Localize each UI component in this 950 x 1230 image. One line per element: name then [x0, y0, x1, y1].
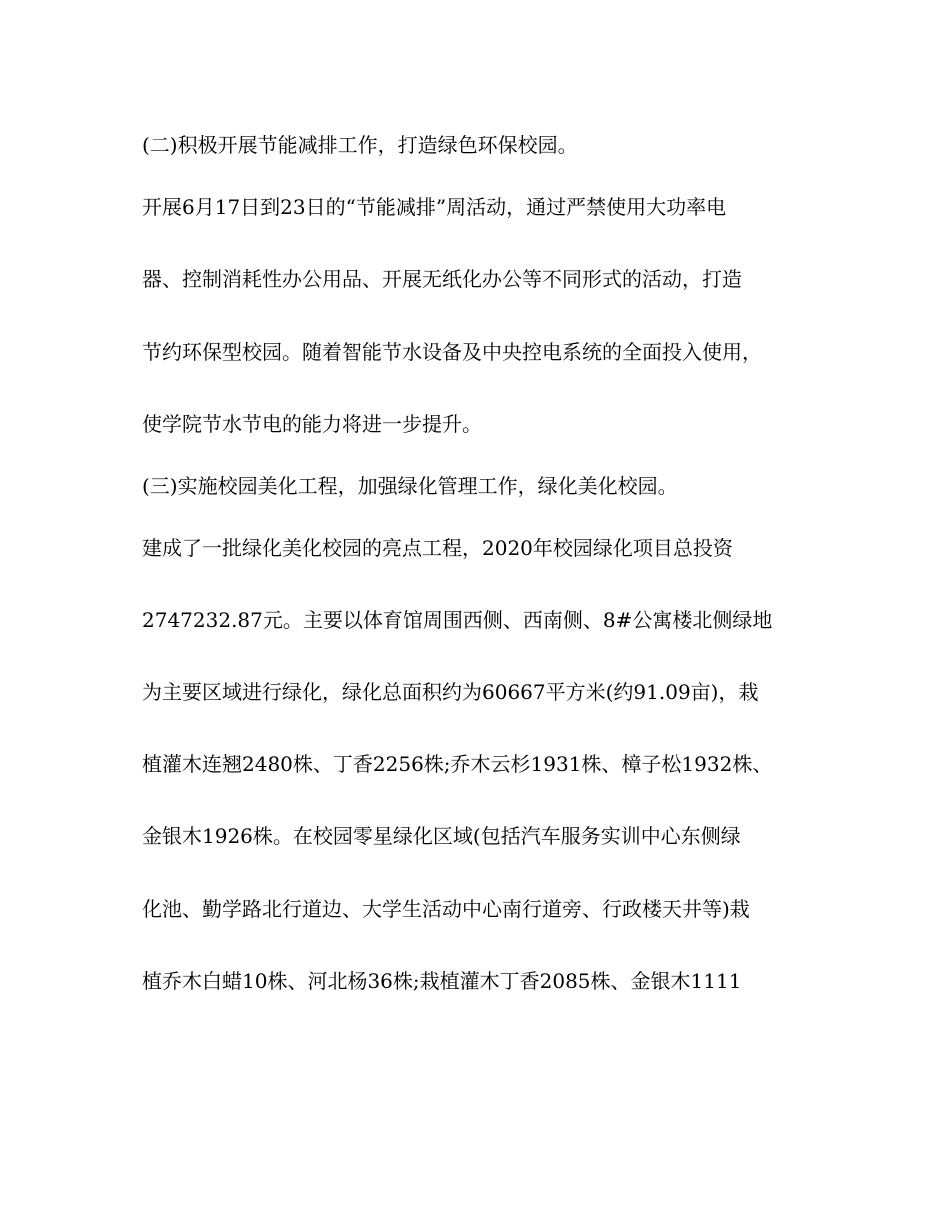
paragraph-line: 金银木1926株。在校园零星绿化区域(包括汽车服务实训中心东侧绿 [142, 824, 741, 848]
paragraph-line: 器、控制消耗性办公用品、开展无纸化办公等不同形式的活动，打造 [142, 267, 742, 291]
paragraph-line: 植灌木连翘2480株、丁香2256株;乔木云杉1931株、樟子松1932株、 [142, 752, 773, 776]
section-heading-2: (二)积极开展节能减排工作，打造绿色环保校园。 [142, 133, 578, 157]
paragraph-line: 为主要区域进行绿化，绿化总面积约为60667平方米(约91.09亩)，栽 [142, 680, 759, 704]
paragraph-line: 植乔木白蜡10株、河北杨36株;栽植灌木丁香2085株、金银木1111 [142, 969, 742, 993]
section-heading-3: (三)实施校园美化工程，加强绿化管理工作，绿化美化校园。 [142, 474, 678, 498]
paragraph-line: 化池、勤学路北行道边、大学生活动中心南行道旁、行政楼天井等)栽 [142, 897, 750, 921]
paragraph-line: 节约环保型校园。随着智能节水设备及中央控电系统的全面投入使用， [142, 340, 762, 364]
paragraph-line: 建成了一批绿化美化校园的亮点工程，2020年校园绿化项目总投资 [142, 536, 733, 560]
paragraph-line: 使学院节水节电的能力将进一步提升。 [142, 412, 482, 436]
paragraph-line: 开展6月17日到23日的“节能减排”周活动，通过严禁使用大功率电 [142, 195, 727, 219]
paragraph-line: 2747232.87元。主要以体育馆周围西侧、西南侧、8#公寓楼北侧绿地 [142, 608, 773, 632]
